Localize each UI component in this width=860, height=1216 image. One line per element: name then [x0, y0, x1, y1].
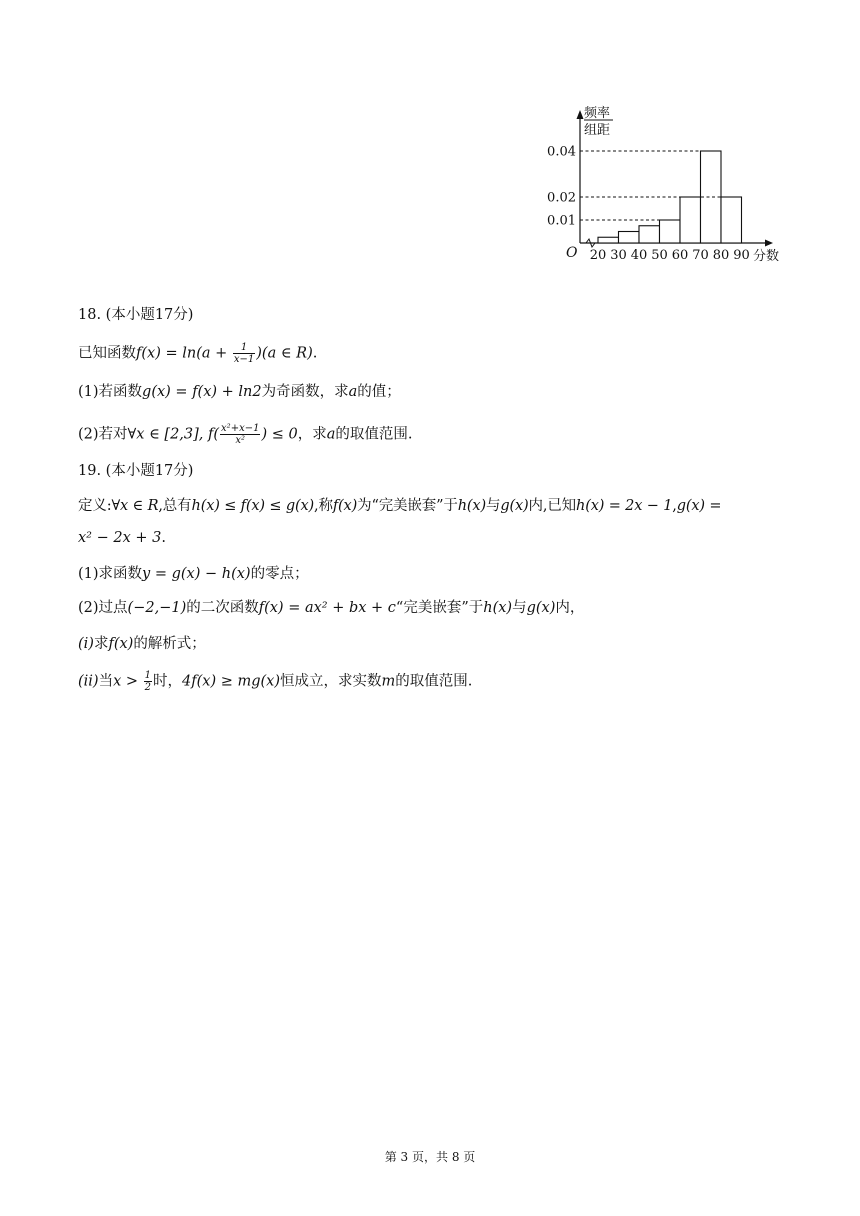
- y-axis-label-bottom: 组距: [584, 123, 611, 138]
- q19-part2-text3: “完美嵌套”于: [395, 600, 484, 616]
- q18-part2-inequality: ) ≤ 0: [261, 426, 298, 443]
- q19-part2i-text2: 的解析式；: [133, 636, 206, 652]
- q19-def-text5: 与: [485, 498, 501, 514]
- q19-def-text: 定义:: [78, 498, 112, 514]
- y-tick-label: 0.04: [547, 144, 576, 160]
- q18-domain: )(a ∈ R): [256, 345, 313, 362]
- q19-def-text4: 为“完美嵌套”于: [357, 498, 458, 514]
- q19-part2ii-fraction: [144, 670, 152, 693]
- q18-part2-text2: ，求: [297, 426, 327, 443]
- q18-fraction: [233, 342, 255, 365]
- q19-def-comma: ,: [672, 498, 677, 514]
- q19-part2ii-inequality: 4f(x) ≥ mg(x): [182, 673, 280, 690]
- fraction-denominator: x−1: [233, 354, 255, 365]
- q19-def-g-formula: x² − 2x + 3: [78, 530, 162, 546]
- fraction-numerator: 1: [233, 342, 255, 354]
- q19-def-text6: 内,已知: [528, 498, 577, 514]
- fraction-denominator: x²: [235, 435, 246, 446]
- q19-part2i-f: f(x): [108, 636, 134, 652]
- q19-part2i-text: 求: [93, 636, 109, 652]
- q18-stem-text: 已知函数: [78, 345, 136, 362]
- q19-part2-i: [78, 634, 206, 654]
- frequency-histogram: [540, 100, 785, 270]
- x-tick-label: 50: [651, 248, 668, 263]
- q18-part2-formula: ∀x ∈ [2,3], f(: [127, 426, 220, 443]
- q19-part1: [78, 564, 309, 584]
- page-footer: 第 3 页，共 8 页: [384, 1150, 476, 1164]
- period: .: [312, 345, 318, 362]
- q18-part2-var: a: [326, 426, 336, 443]
- fraction-numerator: x²+x−1: [221, 423, 260, 434]
- y-tick-label: 0.01: [547, 213, 576, 229]
- q19-part2ii-text3: 恒成立，求实数: [280, 673, 382, 690]
- histogram-bar: [598, 237, 619, 243]
- q19-def-h: h(x): [457, 498, 486, 514]
- q19-part2-g: g(x): [526, 600, 556, 616]
- q19-part2-text4: 与: [512, 600, 527, 616]
- q18-part1-text2: 为奇函数，求: [261, 384, 349, 400]
- q19-def-text2: ,总有: [158, 498, 192, 514]
- histogram-bar: [721, 197, 742, 243]
- q19-header: 19. (本小题17分): [78, 463, 194, 479]
- q18-part1-formula: g(x) = f(x) + ln2: [142, 384, 262, 400]
- q19-def-h-formula: h(x) = 2x − 1: [576, 498, 673, 514]
- q19-part2ii-text4: 的取值范围.: [395, 673, 473, 690]
- q19-def-g-start: g(x) =: [676, 498, 722, 514]
- q19-part2ii-label: (ii): [78, 673, 99, 690]
- q19-part1-text: (1)求函数: [78, 566, 143, 582]
- q18-part2-text3: 的取值范围.: [335, 426, 413, 443]
- q18-part2-fraction: [220, 423, 260, 446]
- x-tick-label: 70: [692, 248, 709, 263]
- histogram-bar: [660, 220, 681, 243]
- period: .: [161, 530, 166, 546]
- x-tick-label: 80: [712, 248, 730, 263]
- q19-part1-formula: y = g(x) − h(x): [142, 566, 251, 582]
- q18-stem: [78, 342, 317, 365]
- histogram-bar: [619, 232, 640, 244]
- q18-part1-text3: 的值；: [357, 384, 401, 400]
- q19-part2-text5: 内，: [555, 600, 585, 616]
- q18-header: 18. (本小题17分): [78, 307, 194, 323]
- q19-part2ii-text: 当: [98, 673, 114, 690]
- q18-part1-text: (1)若函数: [78, 384, 143, 400]
- origin-label: O: [566, 245, 578, 261]
- fraction-numerator: 1: [144, 670, 152, 681]
- q18-part1: [78, 382, 401, 402]
- y-axis-arrow: [577, 110, 584, 119]
- q19-def-text3: ,称: [314, 498, 333, 514]
- q19-part2-text2: 的二次函数: [186, 600, 259, 616]
- q19-part2-formula: f(x) = ax² + bx + c: [258, 600, 396, 616]
- x-axis-arrow: [765, 240, 773, 247]
- y-tick-label: 0.02: [547, 190, 576, 206]
- q19-def-g: g(x): [500, 498, 529, 514]
- x-tick-label: 60: [671, 248, 689, 263]
- q19-part2-text: (2)过点: [78, 600, 128, 616]
- q19-part2-ii: [78, 670, 472, 693]
- q19-def-f: f(x): [332, 498, 358, 514]
- x-tick-label: 40: [630, 248, 648, 263]
- q19-part2ii-cond: x >: [113, 673, 143, 690]
- q19-part2-point: (−2,−1): [127, 600, 187, 616]
- x-tick-label: 20: [589, 248, 607, 263]
- x-axis-label: 分数: [753, 249, 780, 264]
- x-tick-label: 30: [610, 248, 627, 263]
- q19-part2-h: h(x): [483, 600, 513, 616]
- fraction-denominator: 2: [144, 682, 152, 693]
- q19-part1-text2: 的零点；: [250, 566, 309, 582]
- q19-definition: [78, 496, 721, 516]
- q19-definition-cont: [78, 528, 166, 548]
- q19-part2ii-var: m: [381, 673, 396, 690]
- q18-part2: [78, 423, 412, 446]
- x-tick-label: 90: [733, 248, 750, 263]
- q19-part2i-label: (i): [78, 636, 94, 652]
- q18-part1-var: a: [348, 384, 358, 400]
- y-axis-label-top: 频率: [584, 106, 611, 121]
- q19-def-forall: ∀x ∈ R: [111, 498, 159, 514]
- q19-part2: [78, 598, 584, 618]
- q19-part2ii-text2: 时，: [153, 673, 183, 690]
- q18-function-def: f(x) = ln(a +: [136, 345, 232, 362]
- q18-part2-text: (2)若对: [78, 426, 128, 443]
- histogram-bar: [639, 226, 660, 243]
- q19-def-inequality: h(x) ≤ f(x) ≤ g(x): [191, 498, 315, 514]
- histogram-bar: [680, 197, 701, 243]
